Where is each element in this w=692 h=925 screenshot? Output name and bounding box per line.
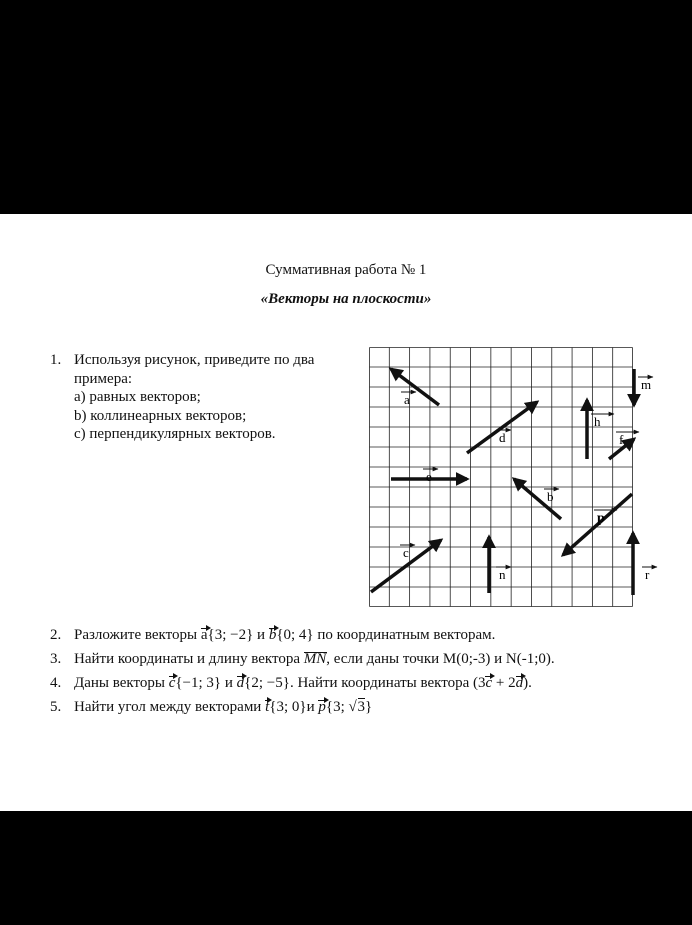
- vector-c: [371, 540, 441, 592]
- vector-h: [587, 400, 614, 459]
- vector-c-symbol: c: [168, 675, 176, 691]
- vector-b-symbol: b: [268, 627, 277, 643]
- radicand: 3: [357, 699, 365, 715]
- vector-p: [563, 494, 632, 555]
- task-number: 5.: [50, 699, 62, 715]
- vector-d-symbol: d: [515, 675, 524, 691]
- task-number: 1.: [50, 352, 62, 368]
- vector-a: [391, 369, 439, 407]
- sqrt-symbol: [349, 699, 366, 716]
- vector-c-symbol: c: [485, 675, 493, 691]
- vector-p-label: p: [597, 511, 605, 526]
- task-2-text: [74, 627, 495, 644]
- task-number: 3.: [50, 651, 62, 667]
- vector-grid-figure: [369, 347, 652, 607]
- vector-d: [467, 402, 537, 453]
- text: Найти угол между векторами: [74, 699, 266, 715]
- vector-h-label: h: [594, 414, 601, 429]
- worksheet-title: Суммативная работа № 1: [265, 262, 427, 278]
- coords: {3; 0}: [269, 699, 307, 715]
- task-1-line: b) коллинеарных векторов;: [74, 407, 247, 424]
- task-1-line: примера:: [74, 370, 133, 387]
- task-1-text: [74, 351, 344, 444]
- text: Даны векторы: [74, 675, 169, 691]
- vector-d-arrow: [467, 402, 537, 453]
- task-1-line: c) перпендикулярных векторов.: [74, 426, 276, 442]
- vector-n-label: n: [499, 567, 506, 582]
- task-1-line: a) равных векторов;: [74, 389, 201, 405]
- vector-b: [514, 479, 561, 519]
- vector-p-symbol: p: [318, 699, 326, 715]
- coords: {3;: [325, 699, 349, 715]
- vector-d-symbol: d: [236, 675, 245, 691]
- vector-m: [634, 369, 653, 405]
- vector-r: [633, 533, 657, 595]
- vector-d-label: d: [499, 430, 506, 445]
- vectors: [371, 369, 657, 595]
- coords: {3; −2}: [207, 627, 254, 643]
- vector-n: [489, 537, 511, 593]
- text: Разложите векторы: [74, 627, 201, 643]
- text: Найти координаты и длину вектора: [74, 651, 304, 667]
- vector-f-label: f: [619, 432, 624, 447]
- coords: {2; −5}: [244, 675, 290, 691]
- coords: {0; 4}: [276, 627, 314, 643]
- task-3-text: [74, 651, 555, 668]
- coords: {−1; 3}: [175, 675, 222, 691]
- text: . Найти координаты вектора (3: [289, 675, 486, 691]
- vector-f: [609, 432, 639, 459]
- worksheet-subtitle: «Векторы на плоскости»: [260, 291, 432, 307]
- text: и: [253, 627, 269, 643]
- vector-e: [391, 469, 467, 484]
- text: и: [221, 675, 237, 691]
- vector-mn-symbol: MN: [303, 651, 327, 667]
- task-5-text: [74, 699, 372, 716]
- vector-b-label: b: [547, 489, 554, 504]
- vector-r-label: r: [645, 567, 650, 582]
- task-number: 2.: [50, 627, 62, 643]
- vector-t-symbol: t: [265, 699, 270, 715]
- task-4-text: [74, 675, 532, 692]
- text: и: [306, 699, 319, 715]
- vector-c-label: c: [403, 545, 409, 560]
- text: , если даны точки M(0;-3) и N(-1;0).: [326, 651, 555, 667]
- text: + 2: [492, 675, 516, 691]
- text: по координатным векторам.: [313, 627, 496, 643]
- vector-m-label: m: [641, 377, 652, 392]
- text: ).: [523, 675, 532, 691]
- vector-a-symbol: a: [200, 627, 208, 643]
- coords: }: [365, 699, 373, 715]
- worksheet-page: [0, 214, 692, 811]
- task-1-line: Используя рисунок, приведите по два: [74, 352, 315, 368]
- task-number: 4.: [50, 675, 62, 691]
- vector-b-arrow: [514, 479, 561, 519]
- vector-a-label: a: [404, 392, 410, 407]
- vector-e-label: e: [426, 469, 432, 484]
